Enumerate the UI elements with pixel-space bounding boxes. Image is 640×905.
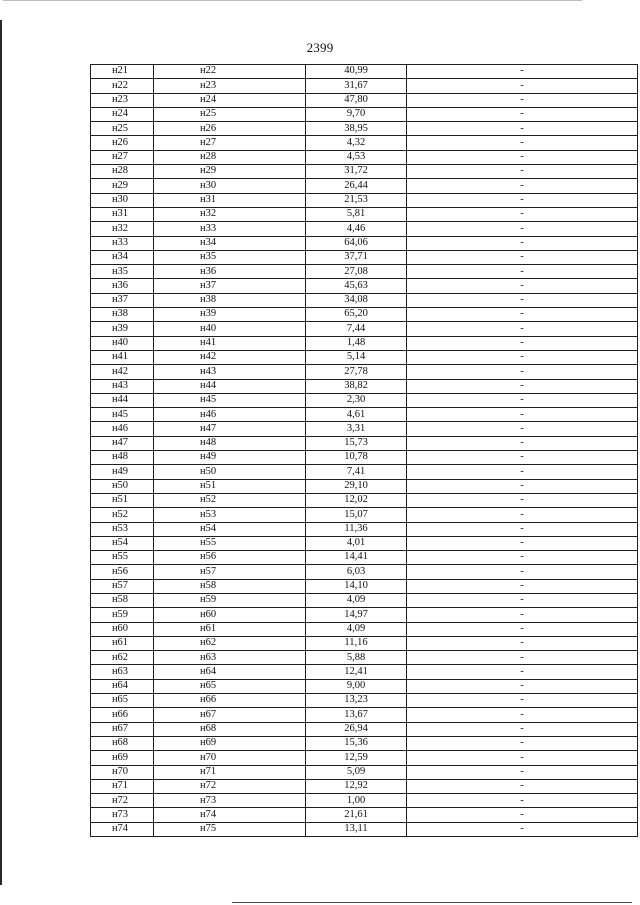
from-point-cell: н23 bbox=[91, 93, 154, 107]
to-point-cell: н59 bbox=[154, 593, 306, 607]
from-point-cell: н29 bbox=[91, 179, 154, 193]
from-point-cell: н72 bbox=[91, 794, 154, 808]
table-row bbox=[91, 379, 638, 393]
to-point-cell: н25 bbox=[154, 107, 306, 121]
table-row bbox=[91, 508, 638, 522]
distance-cell: 11,16 bbox=[306, 636, 407, 650]
to-point-cell: н26 bbox=[154, 122, 306, 136]
from-point-cell: н60 bbox=[91, 622, 154, 636]
from-point-cell: н24 bbox=[91, 107, 154, 121]
note-cell: - bbox=[407, 736, 638, 750]
to-point-cell: н53 bbox=[154, 508, 306, 522]
note-cell: - bbox=[407, 822, 638, 836]
table-row bbox=[91, 694, 638, 708]
distance-cell: 9,00 bbox=[306, 679, 407, 693]
distance-cell: 13,67 bbox=[306, 708, 407, 722]
distance-cell: 26,44 bbox=[306, 179, 407, 193]
note-cell: - bbox=[407, 293, 638, 307]
note-cell: - bbox=[407, 551, 638, 565]
note-cell: - bbox=[407, 379, 638, 393]
note-cell: - bbox=[407, 451, 638, 465]
table-row bbox=[91, 350, 638, 364]
from-point-cell: н40 bbox=[91, 336, 154, 350]
to-point-cell: н57 bbox=[154, 565, 306, 579]
from-point-cell: н57 bbox=[91, 579, 154, 593]
from-point-cell: н44 bbox=[91, 393, 154, 407]
table-row bbox=[91, 250, 638, 264]
table-row bbox=[91, 751, 638, 765]
distance-cell: 9,70 bbox=[306, 107, 407, 121]
from-point-cell: н62 bbox=[91, 651, 154, 665]
to-point-cell: н34 bbox=[154, 236, 306, 250]
to-point-cell: н24 bbox=[154, 93, 306, 107]
table-row bbox=[91, 93, 638, 107]
from-point-cell: н37 bbox=[91, 293, 154, 307]
from-point-cell: н25 bbox=[91, 122, 154, 136]
note-cell: - bbox=[407, 708, 638, 722]
distance-cell: 13,23 bbox=[306, 694, 407, 708]
to-point-cell: н35 bbox=[154, 250, 306, 264]
from-point-cell: н31 bbox=[91, 207, 154, 221]
note-cell: - bbox=[407, 336, 638, 350]
from-point-cell: н54 bbox=[91, 536, 154, 550]
distance-cell: 4,01 bbox=[306, 536, 407, 550]
from-point-cell: н73 bbox=[91, 808, 154, 822]
to-point-cell: н38 bbox=[154, 293, 306, 307]
to-point-cell: н36 bbox=[154, 265, 306, 279]
table-row bbox=[91, 365, 638, 379]
to-point-cell: н52 bbox=[154, 493, 306, 507]
to-point-cell: н64 bbox=[154, 665, 306, 679]
to-point-cell: н45 bbox=[154, 393, 306, 407]
from-point-cell: н47 bbox=[91, 436, 154, 450]
from-point-cell: н30 bbox=[91, 193, 154, 207]
from-point-cell: н52 bbox=[91, 508, 154, 522]
note-cell: - bbox=[407, 107, 638, 121]
from-point-cell: н65 bbox=[91, 694, 154, 708]
to-point-cell: н28 bbox=[154, 150, 306, 164]
to-point-cell: н22 bbox=[154, 65, 306, 79]
distance-cell: 15,73 bbox=[306, 436, 407, 450]
from-point-cell: н38 bbox=[91, 308, 154, 322]
to-point-cell: н71 bbox=[154, 765, 306, 779]
distance-cell: 15,36 bbox=[306, 736, 407, 750]
distance-cell: 14,97 bbox=[306, 608, 407, 622]
distance-cell: 5,14 bbox=[306, 350, 407, 364]
from-point-cell: н22 bbox=[91, 79, 154, 93]
from-point-cell: н70 bbox=[91, 765, 154, 779]
from-point-cell: н43 bbox=[91, 379, 154, 393]
distance-cell: 6,03 bbox=[306, 565, 407, 579]
from-point-cell: н49 bbox=[91, 465, 154, 479]
table-row bbox=[91, 808, 638, 822]
table-row bbox=[91, 593, 638, 607]
note-cell: - bbox=[407, 651, 638, 665]
table-row bbox=[91, 107, 638, 121]
to-point-cell: н46 bbox=[154, 408, 306, 422]
table-row bbox=[91, 722, 638, 736]
note-cell: - bbox=[407, 79, 638, 93]
note-cell: - bbox=[407, 465, 638, 479]
distance-cell: 11,36 bbox=[306, 522, 407, 536]
from-point-cell: н39 bbox=[91, 322, 154, 336]
to-point-cell: н60 bbox=[154, 608, 306, 622]
distance-cell: 13,11 bbox=[306, 822, 407, 836]
distance-cell: 12,59 bbox=[306, 751, 407, 765]
distance-cell: 7,44 bbox=[306, 322, 407, 336]
note-cell: - bbox=[407, 765, 638, 779]
table-row bbox=[91, 308, 638, 322]
table-row bbox=[91, 522, 638, 536]
note-cell: - bbox=[407, 122, 638, 136]
table-row bbox=[91, 636, 638, 650]
distance-cell: 21,61 bbox=[306, 808, 407, 822]
to-point-cell: н40 bbox=[154, 322, 306, 336]
note-cell: - bbox=[407, 350, 638, 364]
distance-cell: 15,07 bbox=[306, 508, 407, 522]
table-row bbox=[91, 779, 638, 793]
distance-cell: 34,08 bbox=[306, 293, 407, 307]
table-row bbox=[91, 408, 638, 422]
from-point-cell: н28 bbox=[91, 165, 154, 179]
to-point-cell: н23 bbox=[154, 79, 306, 93]
table-row bbox=[91, 794, 638, 808]
table-row bbox=[91, 493, 638, 507]
from-point-cell: н34 bbox=[91, 250, 154, 264]
note-cell: - bbox=[407, 536, 638, 550]
distance-cell: 5,81 bbox=[306, 207, 407, 221]
distance-cell: 45,63 bbox=[306, 279, 407, 293]
note-cell: - bbox=[407, 422, 638, 436]
table-row bbox=[91, 436, 638, 450]
distance-cell: 4,09 bbox=[306, 593, 407, 607]
table-body bbox=[91, 65, 638, 837]
distance-cell: 7,41 bbox=[306, 465, 407, 479]
from-point-cell: н45 bbox=[91, 408, 154, 422]
table-row bbox=[91, 608, 638, 622]
table-row bbox=[91, 679, 638, 693]
from-point-cell: н50 bbox=[91, 479, 154, 493]
table-row bbox=[91, 179, 638, 193]
table-row bbox=[91, 136, 638, 150]
table-row bbox=[91, 165, 638, 179]
note-cell: - bbox=[407, 165, 638, 179]
to-point-cell: н49 bbox=[154, 451, 306, 465]
note-cell: - bbox=[407, 636, 638, 650]
distance-cell: 47,80 bbox=[306, 93, 407, 107]
to-point-cell: н30 bbox=[154, 179, 306, 193]
from-point-cell: н58 bbox=[91, 593, 154, 607]
table-row bbox=[91, 579, 638, 593]
table-row bbox=[91, 465, 638, 479]
distance-cell: 38,95 bbox=[306, 122, 407, 136]
distance-cell: 5,09 bbox=[306, 765, 407, 779]
distance-cell: 29,10 bbox=[306, 479, 407, 493]
to-point-cell: н62 bbox=[154, 636, 306, 650]
from-point-cell: н61 bbox=[91, 636, 154, 650]
distance-cell: 14,10 bbox=[306, 579, 407, 593]
to-point-cell: н73 bbox=[154, 794, 306, 808]
from-point-cell: н21 bbox=[91, 65, 154, 79]
table-row bbox=[91, 222, 638, 236]
from-point-cell: н48 bbox=[91, 451, 154, 465]
distance-cell: 26,94 bbox=[306, 722, 407, 736]
note-cell: - bbox=[407, 93, 638, 107]
distance-cell: 31,67 bbox=[306, 79, 407, 93]
to-point-cell: н58 bbox=[154, 579, 306, 593]
from-point-cell: н41 bbox=[91, 350, 154, 364]
note-cell: - bbox=[407, 393, 638, 407]
table-row bbox=[91, 622, 638, 636]
to-point-cell: н68 bbox=[154, 722, 306, 736]
from-point-cell: н71 bbox=[91, 779, 154, 793]
note-cell: - bbox=[407, 679, 638, 693]
to-point-cell: н55 bbox=[154, 536, 306, 550]
note-cell: - bbox=[407, 622, 638, 636]
table-row bbox=[91, 765, 638, 779]
note-cell: - bbox=[407, 436, 638, 450]
table-row bbox=[91, 651, 638, 665]
scan-edge-left bbox=[0, 20, 2, 885]
to-point-cell: н54 bbox=[154, 522, 306, 536]
to-point-cell: н32 bbox=[154, 207, 306, 221]
distance-cell: 1,48 bbox=[306, 336, 407, 350]
table-row bbox=[91, 422, 638, 436]
scan-edge-bottom bbox=[232, 902, 632, 903]
note-cell: - bbox=[407, 179, 638, 193]
from-point-cell: н68 bbox=[91, 736, 154, 750]
note-cell: - bbox=[407, 779, 638, 793]
note-cell: - bbox=[407, 408, 638, 422]
to-point-cell: н51 bbox=[154, 479, 306, 493]
table-row bbox=[91, 393, 638, 407]
distance-cell: 27,08 bbox=[306, 265, 407, 279]
to-point-cell: н27 bbox=[154, 136, 306, 150]
page-number: 2399 bbox=[306, 40, 334, 55]
distance-cell: 2,30 bbox=[306, 393, 407, 407]
table-row bbox=[91, 665, 638, 679]
scan-edge-top bbox=[3, 0, 582, 1]
from-point-cell: н53 bbox=[91, 522, 154, 536]
to-point-cell: н39 bbox=[154, 308, 306, 322]
to-point-cell: н43 bbox=[154, 365, 306, 379]
note-cell: - bbox=[407, 665, 638, 679]
table-row bbox=[91, 265, 638, 279]
note-cell: - bbox=[407, 365, 638, 379]
distance-cell: 64,06 bbox=[306, 236, 407, 250]
to-point-cell: н72 bbox=[154, 779, 306, 793]
distance-cell: 38,82 bbox=[306, 379, 407, 393]
note-cell: - bbox=[407, 479, 638, 493]
note-cell: - bbox=[407, 794, 638, 808]
distance-cell: 37,71 bbox=[306, 250, 407, 264]
from-point-cell: н64 bbox=[91, 679, 154, 693]
to-point-cell: н37 bbox=[154, 279, 306, 293]
from-point-cell: н42 bbox=[91, 365, 154, 379]
to-point-cell: н47 bbox=[154, 422, 306, 436]
table-row bbox=[91, 193, 638, 207]
distance-cell: 31,72 bbox=[306, 165, 407, 179]
from-point-cell: н74 bbox=[91, 822, 154, 836]
to-point-cell: н61 bbox=[154, 622, 306, 636]
note-cell: - bbox=[407, 193, 638, 207]
distance-cell: 4,09 bbox=[306, 622, 407, 636]
from-point-cell: н26 bbox=[91, 136, 154, 150]
from-point-cell: н35 bbox=[91, 265, 154, 279]
distance-cell: 21,53 bbox=[306, 193, 407, 207]
from-point-cell: н69 bbox=[91, 751, 154, 765]
from-point-cell: н36 bbox=[91, 279, 154, 293]
distance-cell: 4,53 bbox=[306, 150, 407, 164]
note-cell: - bbox=[407, 222, 638, 236]
table-row bbox=[91, 293, 638, 307]
to-point-cell: н69 bbox=[154, 736, 306, 750]
to-point-cell: н74 bbox=[154, 808, 306, 822]
to-point-cell: н50 bbox=[154, 465, 306, 479]
table-row bbox=[91, 736, 638, 750]
distance-cell: 1,00 bbox=[306, 794, 407, 808]
note-cell: - bbox=[407, 308, 638, 322]
table-row bbox=[91, 65, 638, 79]
note-cell: - bbox=[407, 751, 638, 765]
to-point-cell: н41 bbox=[154, 336, 306, 350]
table-row bbox=[91, 565, 638, 579]
coordinates-table bbox=[90, 64, 638, 837]
note-cell: - bbox=[407, 250, 638, 264]
table-row bbox=[91, 708, 638, 722]
note-cell: - bbox=[407, 265, 638, 279]
from-point-cell: н33 bbox=[91, 236, 154, 250]
note-cell: - bbox=[407, 694, 638, 708]
to-point-cell: н75 bbox=[154, 822, 306, 836]
note-cell: - bbox=[407, 279, 638, 293]
to-point-cell: н42 bbox=[154, 350, 306, 364]
from-point-cell: н55 bbox=[91, 551, 154, 565]
to-point-cell: н29 bbox=[154, 165, 306, 179]
from-point-cell: н66 bbox=[91, 708, 154, 722]
table-row bbox=[91, 336, 638, 350]
to-point-cell: н44 bbox=[154, 379, 306, 393]
distance-cell: 4,61 bbox=[306, 408, 407, 422]
to-point-cell: н67 bbox=[154, 708, 306, 722]
note-cell: - bbox=[407, 493, 638, 507]
table-row bbox=[91, 279, 638, 293]
distance-cell: 4,32 bbox=[306, 136, 407, 150]
note-cell: - bbox=[407, 508, 638, 522]
distance-cell: 27,78 bbox=[306, 365, 407, 379]
table-row bbox=[91, 479, 638, 493]
distance-cell: 5,88 bbox=[306, 651, 407, 665]
table-row bbox=[91, 207, 638, 221]
note-cell: - bbox=[407, 322, 638, 336]
to-point-cell: н70 bbox=[154, 751, 306, 765]
distance-cell: 12,92 bbox=[306, 779, 407, 793]
note-cell: - bbox=[407, 207, 638, 221]
to-point-cell: н65 bbox=[154, 679, 306, 693]
note-cell: - bbox=[407, 565, 638, 579]
distance-cell: 10,78 bbox=[306, 451, 407, 465]
from-point-cell: н59 bbox=[91, 608, 154, 622]
note-cell: - bbox=[407, 522, 638, 536]
from-point-cell: н27 bbox=[91, 150, 154, 164]
from-point-cell: н32 bbox=[91, 222, 154, 236]
table-row bbox=[91, 451, 638, 465]
note-cell: - bbox=[407, 579, 638, 593]
distance-cell: 12,02 bbox=[306, 493, 407, 507]
note-cell: - bbox=[407, 608, 638, 622]
from-point-cell: н63 bbox=[91, 665, 154, 679]
to-point-cell: н31 bbox=[154, 193, 306, 207]
table-row bbox=[91, 122, 638, 136]
from-point-cell: н46 bbox=[91, 422, 154, 436]
table-row bbox=[91, 536, 638, 550]
note-cell: - bbox=[407, 593, 638, 607]
table-row bbox=[91, 551, 638, 565]
note-cell: - bbox=[407, 136, 638, 150]
table-row bbox=[91, 236, 638, 250]
note-cell: - bbox=[407, 65, 638, 79]
to-point-cell: н66 bbox=[154, 694, 306, 708]
note-cell: - bbox=[407, 236, 638, 250]
note-cell: - bbox=[407, 722, 638, 736]
note-cell: - bbox=[407, 150, 638, 164]
from-point-cell: н56 bbox=[91, 565, 154, 579]
to-point-cell: н33 bbox=[154, 222, 306, 236]
distance-cell: 12,41 bbox=[306, 665, 407, 679]
to-point-cell: н48 bbox=[154, 436, 306, 450]
to-point-cell: н63 bbox=[154, 651, 306, 665]
table-row bbox=[91, 150, 638, 164]
table-row bbox=[91, 322, 638, 336]
distance-cell: 65,20 bbox=[306, 308, 407, 322]
table-row bbox=[91, 79, 638, 93]
distance-cell: 4,46 bbox=[306, 222, 407, 236]
note-cell: - bbox=[407, 808, 638, 822]
to-point-cell: н56 bbox=[154, 551, 306, 565]
distance-cell: 14,41 bbox=[306, 551, 407, 565]
from-point-cell: н51 bbox=[91, 493, 154, 507]
table-row bbox=[91, 822, 638, 836]
from-point-cell: н67 bbox=[91, 722, 154, 736]
distance-cell: 40,99 bbox=[306, 65, 407, 79]
distance-cell: 3,31 bbox=[306, 422, 407, 436]
